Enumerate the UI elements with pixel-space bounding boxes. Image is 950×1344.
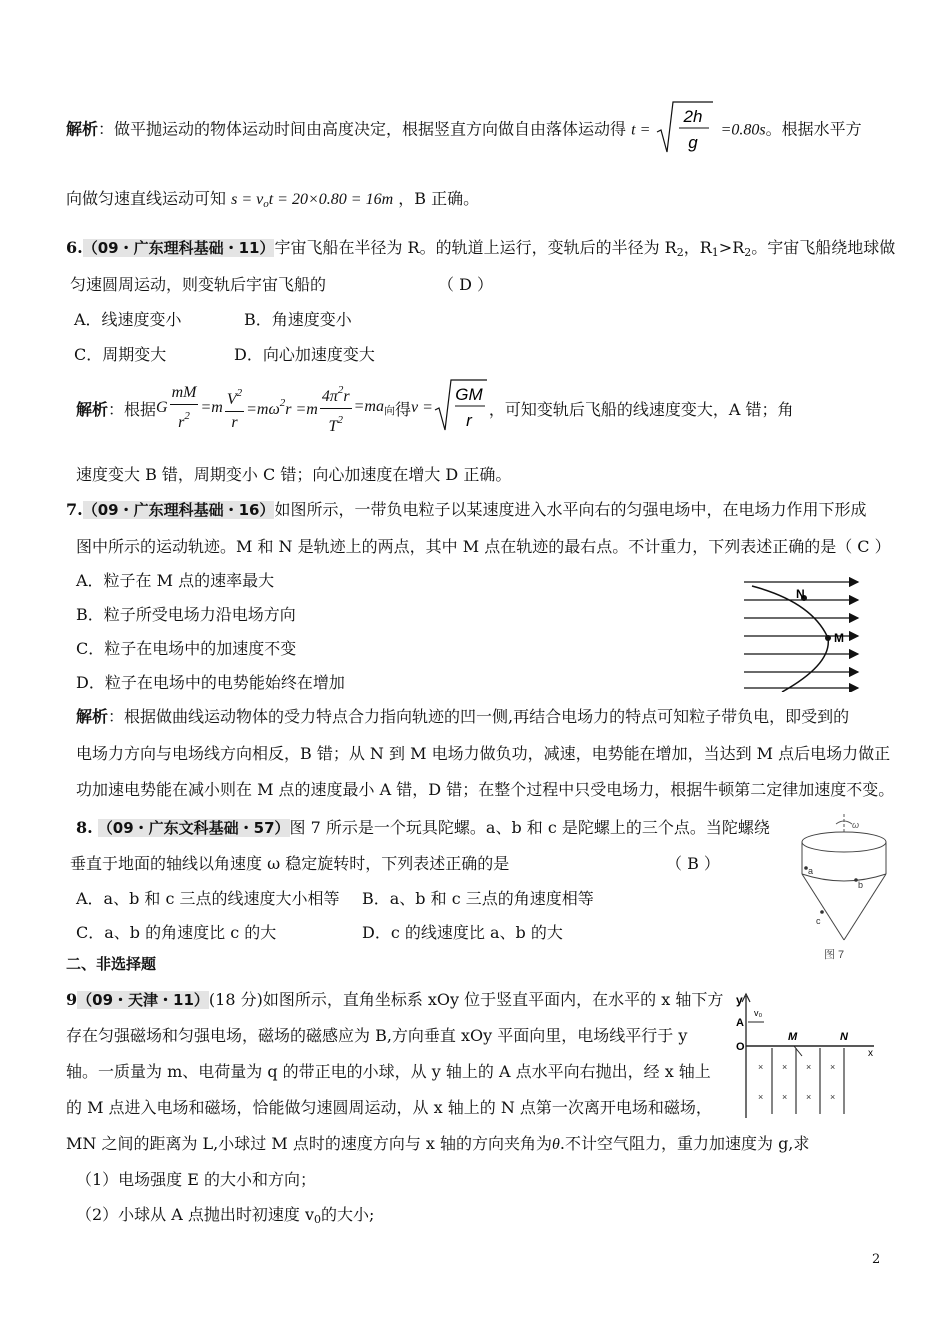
q6-option-c: C．周期变大 xyxy=(74,345,167,364)
point-b-label: b xyxy=(858,880,864,890)
frac-4pi2r-T2: $\frac{4\pi^2r}{T^2}$ xyxy=(320,379,352,438)
q5-line2-text: 向做匀速直线运动可知 xyxy=(66,189,227,208)
explanation-label: 解析 xyxy=(76,399,109,419)
q9-part2-tail: 的大小; xyxy=(321,1205,375,1224)
sqrt-formula xyxy=(655,100,715,160)
q9-part-1: （1）电场强度 E 的大小和方向； xyxy=(76,1170,317,1189)
question-number: 7. xyxy=(66,500,83,519)
frac-mM-r2: $\frac{mM}{r^2}$ xyxy=(171,384,197,431)
y-axis-label: y xyxy=(736,993,743,1007)
q5-result: =0.80s xyxy=(720,121,766,139)
q7-stem-line1 xyxy=(66,497,866,520)
q6-stem1e: 。宇宙飞船绕地球做 xyxy=(751,238,896,257)
svg-text:×: × xyxy=(782,1092,788,1102)
question-source: （09・天津・11） xyxy=(77,991,209,1009)
q9-stem-line3: 轴。一质量为 m、电荷量为 q 的带正电的小球，从 y 轴上的 A 点水平向右抛出，经 x 轴上 xyxy=(66,1062,711,1081)
q9-stem5: MN 之间的距离为 L,小球过 M 点时的速度方向与 x 轴的方向夹角为 xyxy=(66,1134,553,1153)
q6-option-b: B．角速度变小 xyxy=(244,310,352,329)
q9-part-2: （2）小球从 A 点抛出时初速度 $v_0$的大小; xyxy=(76,1205,375,1226)
q8-option-c: C．a、b 的角速度比 c 的大 xyxy=(76,923,277,942)
formula-gravity: G xyxy=(156,399,168,416)
question-number: 8. xyxy=(76,818,93,837)
particle-trajectory xyxy=(752,586,828,692)
q9-stem-line2: 存在匀强磁场和匀强电场，磁场的磁感应为 B,方向垂直 xOy 平面向里，电场线平行于 y xyxy=(66,1026,688,1045)
formula-t: t = xyxy=(631,121,651,139)
svg-text:×: × xyxy=(830,1062,836,1072)
theta-symbol: θ xyxy=(552,1136,560,1153)
q7-explanation-line1 xyxy=(76,704,849,727)
q9-stem1: (18 分)如图所示，直角坐标系 xOy 位于竖直平面内，在水平的 x 轴下方 xyxy=(208,990,724,1009)
q7-stem-line2: 图中所示的运动轨迹。M 和 N 是轨迹上的两点，其中 M 点在轨迹的最右点。不计重力，下列表述正确的是（ C ） xyxy=(76,537,891,556)
question-source: （09・广东理科基础・16） xyxy=(82,501,275,519)
spinning-top-figure xyxy=(796,812,892,964)
q7-exp1: ：根据做曲线运动物体的受力特点合力指向轨迹的凹一侧,再结合电场力的特点可知粒子带负电，即受到的 xyxy=(108,707,850,726)
q7-explanation-line2: 电场力方向与电场线方向相反，B 错；从 N 到 M 电场力做负功，减速，电势能在增加，当达到 M 点后电场力做正 xyxy=(76,744,891,763)
q9-stem5-tail: .不计空气阻力，重力加速度为 g,求 xyxy=(559,1134,810,1153)
q7-explanation-line3: 功加速电势能在减小则在 M 点的速度最小 A 错，D 错；在整个过程中只受电场力，根据牛顿第二定律加速度不变。 xyxy=(76,780,895,799)
q6-stem1: 宇宙飞船在半径为 R xyxy=(274,238,420,257)
svg-text:g: g xyxy=(688,133,699,152)
q5-explanation-line1 xyxy=(66,100,862,160)
svg-text:×: × xyxy=(758,1092,764,1102)
q8-stem-line1 xyxy=(76,815,770,838)
section-heading: 二、非选择题 xyxy=(66,955,157,973)
point-N-label: N xyxy=(840,1031,848,1043)
q7-stem1: 如图所示，一带负电粒子以某速度进入水平向右的匀强电场中，在电场力作用下形成 xyxy=(274,500,867,519)
q5-explanation-line2: 向做匀速直线运动可知 $s = v_ot = 20\times 0.80 = 16m$ ，B 正确。 xyxy=(66,189,480,210)
point-M-label: M xyxy=(834,631,844,645)
q6-answer: （ D ） xyxy=(438,275,494,294)
point-a-label: a xyxy=(808,866,814,876)
q6-stem-line2 xyxy=(70,272,326,295)
q5-line2-tail: ，B 正确。 xyxy=(398,189,480,208)
q8-option-d: D．c 的线速度比 a、b 的大 xyxy=(362,923,563,942)
q6-exp-pre: ：根据 xyxy=(108,399,157,419)
omega-label: ω xyxy=(852,820,860,830)
q7-option-d: D．粒子在电场中的电势能始终在增加 xyxy=(76,673,345,692)
point-N-label: N xyxy=(796,587,805,601)
q6-stem1b: 。的轨道上运行，变轨后的半径为 R xyxy=(419,238,677,257)
figure-7-caption: 图 7 xyxy=(824,949,845,961)
q6-stem1d: >R xyxy=(718,238,745,257)
q8-stem1: 图 7 所示是一个玩具陀螺。a、b 和 c 是陀螺上的三个点。当陀螺绕 xyxy=(289,818,770,837)
q7-option-a: A．粒子在 M 点的速率最大 xyxy=(76,571,275,590)
q6-option-a: A．线速度变小 xyxy=(74,310,182,329)
svg-text:×: × xyxy=(758,1062,764,1072)
q6-exp-tail: ，可知变轨后飞船的线速度变大，A 错；角 xyxy=(488,399,794,419)
q9-stem-line5 xyxy=(66,1131,809,1154)
q8-answer: （ B ） xyxy=(666,854,720,873)
q6-stem1c: ，R xyxy=(683,238,712,257)
coordinate-field-figure xyxy=(728,990,878,1120)
explanation-label: 解析 xyxy=(66,119,99,139)
electric-field-figure xyxy=(742,572,864,692)
frac-v2-r: $\frac{V^2}{r}$ xyxy=(225,382,244,434)
v0-label: v₀ xyxy=(754,1008,763,1018)
q9-stem-line4: 的 M 点进入电场和磁场，恰能做匀速圆周运动，从 x 轴上的 N 点第一次离开电场和磁场， xyxy=(66,1098,712,1117)
q7-option-c: C．粒子在电场中的加速度不变 xyxy=(76,639,297,658)
q6-option-d: D．向心加速度变大 xyxy=(234,345,375,364)
svg-text:×: × xyxy=(806,1092,812,1102)
question-source: （09・广东文科基础・57） xyxy=(97,819,290,837)
svg-text:×: × xyxy=(782,1062,788,1072)
svg-text:GM: GM xyxy=(455,385,483,404)
svg-text:×: × xyxy=(830,1092,836,1102)
origin-label: O xyxy=(736,1041,745,1053)
q5-eq-rest: t = 20×0.80 = 16m xyxy=(268,191,394,208)
question-number: 9 xyxy=(66,990,78,1009)
q5-tail: 。根据水平方 xyxy=(765,119,862,139)
q9-part2-pre: （2）小球从 A 点抛出时初速度 v xyxy=(76,1205,315,1224)
q7-option-b: B．粒子所受电场力沿电场方向 xyxy=(76,605,296,624)
q5-text: ：做平抛运动的物体运动时间由高度决定，根据竖直方向做自由落体运动得 xyxy=(98,119,627,139)
point-A-label: A xyxy=(736,1017,744,1029)
explanation-label: 解析 xyxy=(76,707,109,726)
x-axis-label: x xyxy=(868,1048,873,1059)
q6-explanation-line1: 解析 ：根据 G $\frac{mM}{r^2}$ =m $\frac{V^2}{r}$ $=m\omega^2r =m$ $\frac{4\pi^2r}{T^2}$ $=ma_向$ 得 v = GM r ，可知变轨后飞船的线速度变大，A 错；角 xyxy=(76,380,794,436)
question-source: （09・广东理科基础・11） xyxy=(82,239,275,257)
q6-stem-line1: 6.（09・广东理科基础・11）宇宙飞船在半径为 R。的轨道上运行，变轨后的半径为 $R_2$，$R_1>R_2$。宇宙飞船绕地球做 xyxy=(66,238,896,259)
q8-option-a: A．a、b 和 c 三点的线速度大小相等 xyxy=(76,889,340,908)
sqrt-GM-r xyxy=(433,378,489,438)
q8-option-b: B．a、b 和 c 三点的角速度相等 xyxy=(362,889,594,908)
point-c-label: c xyxy=(816,916,821,926)
svg-text:r: r xyxy=(466,411,472,430)
page-number: 2 xyxy=(872,1252,881,1267)
q9-stem-line1 xyxy=(66,987,723,1010)
svg-text:×: × xyxy=(806,1062,812,1072)
q6-stem2: 匀速圆周运动，则变轨后宇宙飞船的 xyxy=(70,275,327,294)
point-M-label: M xyxy=(788,1031,798,1043)
q5-eq: s = v xyxy=(231,191,264,208)
q6-explanation-line2: 速度变大 B 错，周期变小 C 错；向心加速度在增大 D 正确。 xyxy=(76,465,512,484)
q8-stem-line2: 垂直于地面的轴线以角速度 ω 稳定旋转时，下列表述正确的是 xyxy=(70,854,510,873)
svg-text:2h: 2h xyxy=(684,107,703,126)
question-number: 6. xyxy=(66,238,83,257)
